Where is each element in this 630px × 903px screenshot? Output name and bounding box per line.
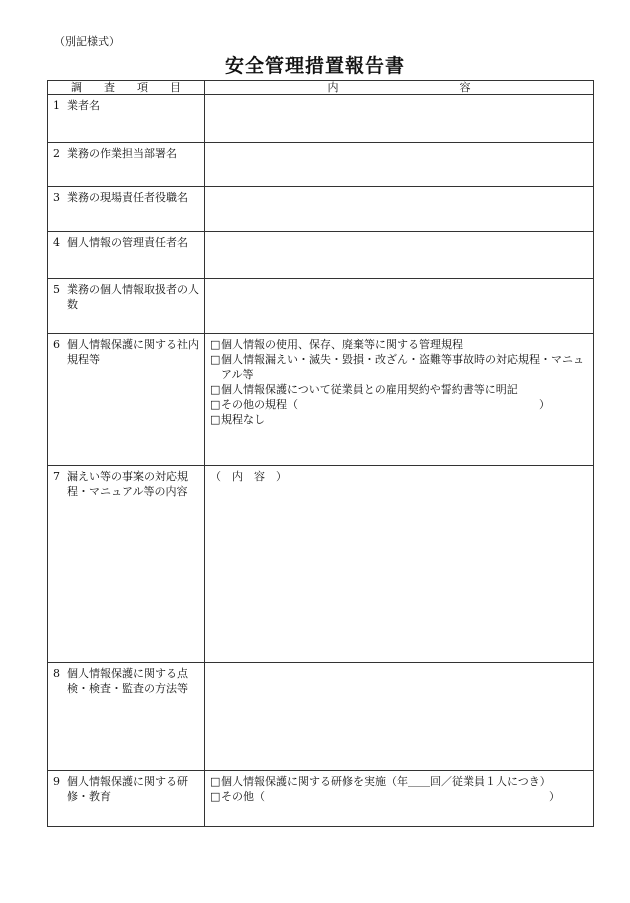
content-cell[interactable]	[205, 466, 594, 663]
content-column-header: 内 容	[205, 81, 594, 95]
item-cell	[48, 187, 205, 232]
item-cell	[48, 143, 205, 187]
item-label: 業者名	[67, 99, 100, 112]
item-cell	[48, 279, 205, 334]
content-cell[interactable]	[205, 187, 594, 232]
page-title: 安全管理措置報告書	[224, 55, 405, 77]
item-cell	[48, 663, 205, 771]
item-label: 業務の個人情報取扱者の人数	[67, 283, 199, 311]
item-number: 2	[53, 147, 60, 160]
table-row	[48, 663, 594, 771]
form-label: （別記様式）	[54, 35, 120, 48]
item-cell	[48, 232, 205, 279]
table-row	[48, 187, 594, 232]
option-incident-rules[interactable]	[210, 352, 588, 382]
item-cell	[48, 95, 205, 143]
content-cell[interactable]	[205, 95, 594, 143]
content-cell[interactable]	[205, 232, 594, 279]
table-row	[48, 95, 594, 143]
item-label: 漏えい等の事案の対応規程・マニュアル等の内容	[67, 470, 188, 498]
option-label: 個人情報保護について従業員との雇用契約や誓約書等に明記	[221, 383, 518, 396]
paren-close: ）	[549, 790, 560, 803]
item-number: 3	[53, 191, 60, 204]
table-row	[48, 279, 594, 334]
item-label: 個人情報保護に関する社内規程等	[67, 338, 199, 366]
table-row	[48, 334, 594, 466]
item-number: 7	[53, 470, 60, 483]
item-cell	[48, 334, 205, 466]
option-label: その他（	[221, 790, 265, 803]
content-cell[interactable]	[205, 143, 594, 187]
content-placeholder: （ 内 容 ）	[210, 470, 287, 483]
option-label: 規程なし	[221, 413, 265, 426]
item-cell	[48, 466, 205, 663]
content-cell	[205, 771, 594, 827]
table-row	[48, 771, 594, 827]
option-label: 個人情報漏えい・滅失・毀損・改ざん・盗難等事故時の対応規程・マニュアル等	[221, 353, 584, 381]
item-cell	[48, 771, 205, 827]
checkbox-icon[interactable]: □	[210, 398, 221, 411]
option-no-rules[interactable]	[210, 412, 588, 427]
option-other-rules[interactable]	[210, 397, 588, 412]
option-management-rules[interactable]	[210, 337, 588, 352]
item-label: 業務の現場責任者役職名	[67, 191, 188, 204]
option-other-training[interactable]	[210, 789, 588, 804]
content-cell	[205, 334, 594, 466]
checkbox-icon[interactable]: □	[210, 413, 221, 426]
checkbox-icon[interactable]: □	[210, 353, 221, 366]
option-training[interactable]	[210, 774, 588, 789]
item-label: 個人情報保護に関する点検・検査・監査の方法等	[67, 667, 188, 695]
item-number: 8	[53, 667, 60, 680]
item-number: 6	[53, 338, 60, 351]
option-employment-contract[interactable]	[210, 382, 588, 397]
report-table	[47, 80, 594, 827]
paren-close: ）	[539, 398, 550, 411]
item-label: 個人情報の管理責任者名	[67, 236, 188, 249]
header-row	[48, 81, 594, 95]
content-cell[interactable]	[205, 279, 594, 334]
item-number: 9	[53, 775, 60, 788]
item-column-header: 調 査 項 目	[48, 81, 205, 95]
table-row	[48, 232, 594, 279]
item-number: 5	[53, 283, 60, 296]
option-label: 個人情報の使用、保存、廃棄等に関する管理規程	[221, 338, 463, 351]
option-label: 個人情報保護に関する研修を実施（年＿＿回／従業員１人につき）	[221, 775, 551, 788]
option-label: その他の規程（	[221, 398, 298, 411]
item-label: 個人情報保護に関する研修・教育	[67, 775, 188, 803]
checkbox-icon[interactable]: □	[210, 383, 221, 396]
checkbox-icon[interactable]: □	[210, 775, 221, 788]
table-row	[48, 466, 594, 663]
item-number: 4	[53, 236, 60, 249]
content-cell[interactable]	[205, 663, 594, 771]
checkbox-icon[interactable]: □	[210, 790, 221, 803]
item-number: 1	[53, 99, 60, 112]
checkbox-icon[interactable]: □	[210, 338, 221, 351]
item-label: 業務の作業担当部署名	[67, 147, 177, 160]
table-row	[48, 143, 594, 187]
